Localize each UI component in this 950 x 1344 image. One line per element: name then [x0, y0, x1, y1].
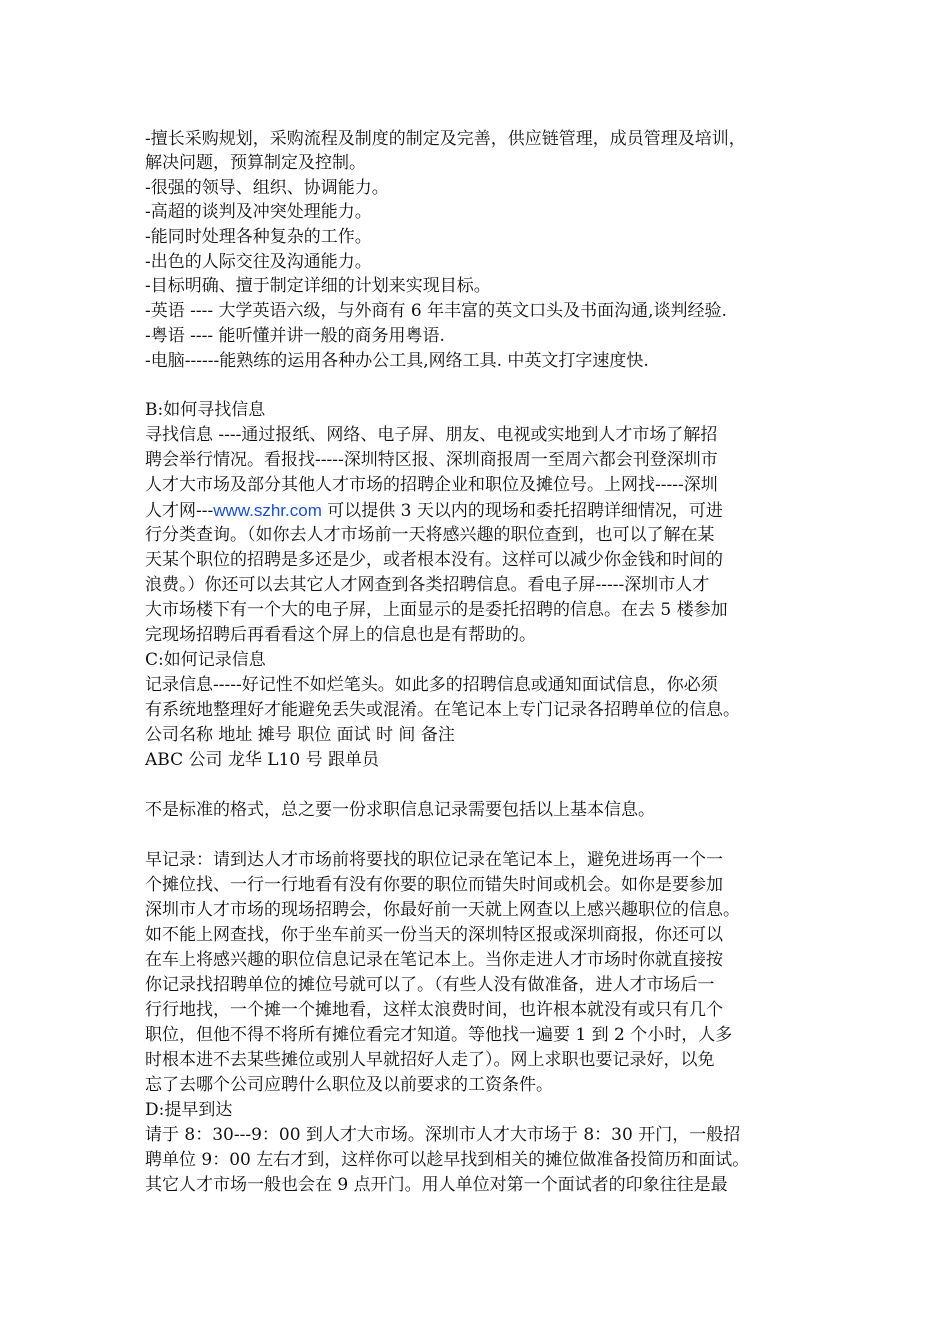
table-header-line: 公司名称 地址 摊号 职位 面试 时 间 备注 — [145, 725, 455, 745]
text-line: -电脑------能熟练的运用各种办公工具,网络工具. 中英文打字速度快. — [145, 351, 649, 371]
text-line: 寻找信息 ----通过报纸、网络、电子屏、朋友、电视或实地到人才市场了解招 — [145, 425, 718, 445]
text-line: 你记录找招聘单位的摊位号就可以了。（有些人没有做准备，进人才市场后一 — [145, 975, 715, 995]
text-line: 行分类查询。（如你去人才市场前一天将感兴趣的职位查到，也可以了解在某 — [145, 525, 715, 545]
text-line: 行行地找，一个摊一个摊地看，这样太浪费时间，也许根本就没有或只有几个 — [145, 1000, 723, 1020]
text-line: 大市场楼下有一个大的电子屏，上面显示的是委托招聘的信息。在去 5 楼参加 — [145, 600, 728, 620]
szhr-link[interactable]: www.szhr.com — [213, 501, 322, 520]
text-line: 天某个职位的招聘是多还是少，或者根本没有。这样可以减少你金钱和时间的 — [145, 550, 723, 570]
text-line: 其它人才市场一般也会在 9 点开门。用人单位对第一个面试者的印象往往是最 — [145, 1175, 728, 1195]
text-line: 解决问题，预算制定及控制。 — [145, 153, 366, 173]
text-line: 时根本进不去某些摊位或别人早就招好人走了）。网上求职也要记录好，以免 — [145, 1050, 715, 1070]
text-line: -粤语 ---- 能听懂并讲一般的商务用粤语. — [145, 326, 445, 346]
section-heading: B:如何寻找信息 — [145, 400, 266, 420]
text-line: -能同时处理各种复杂的工作。 — [145, 227, 372, 247]
text-line: -英语 ---- 大学英语六级，与外商有 6 年丰富的英文口头及书面沟通,谈判经验. — [145, 301, 727, 321]
text-line: 聘会举行情况。看报找-----深圳特区报、深圳商报周一至周六都会刊登深圳市 — [145, 450, 718, 470]
text-line: 聘单位 9：00 左右才到，这样你可以趁早找到相关的摊位做准备投简历和面试。 — [145, 1150, 750, 1170]
text-line: 个摊位找、一行一行地看有没有你要的职位而错失时间或机会。如你是要参加 — [145, 875, 723, 895]
text-line: 深圳市人才市场的现场招聘会，你最好前一天就上网查以上感兴趣职位的信息。 — [145, 900, 740, 920]
text-line: 在车上将感兴趣的职位信息记录在笔记本上。当你走进人才市场时你就直接按 — [145, 950, 723, 970]
text-line: 如不能上网查找，你于坐车前买一份当天的深圳特区报或深圳商报，你还可以 — [145, 925, 723, 945]
text-line: -很强的领导、组织、协调能力。 — [145, 178, 389, 198]
text-line: 不是标准的格式，总之要一份求职信息记录需要包括以上基本信息。 — [145, 800, 655, 820]
text-line: 早记录：请到达人才市场前将要找的职位记录在笔记本上，避免进场再一个一 — [145, 850, 723, 870]
text-line: -目标明确、擅于制定详细的计划来实现目标。 — [145, 276, 491, 296]
section-heading: D:提早到达 — [145, 1100, 233, 1120]
text-span: 人才网--- — [145, 501, 214, 521]
text-line: 忘了去哪个公司应聘什么职位及以前要求的工资条件。 — [145, 1075, 553, 1095]
text-line: 记录信息-----好记性不如烂笔头。如此多的招聘信息或通知面试信息，你必须 — [145, 675, 718, 695]
table-row-line: ABC 公司 龙华 L10 号 跟单员 — [145, 750, 380, 770]
text-span: 可以提供 3 天以内的现场和委托招聘详细情况，可进 — [321, 501, 723, 521]
text-line: -高超的谈判及冲突处理能力。 — [145, 202, 372, 222]
text-line: 浪费。）你还可以去其它人才网查到各类招聘信息。看电子屏-----深圳市人才 — [145, 575, 710, 595]
text-line — [145, 498, 723, 523]
text-line: -出色的人际交往及沟通能力。 — [145, 252, 372, 272]
section-heading: C:如何记录信息 — [145, 650, 266, 670]
text-line: -擅长采购规划，采购流程及制度的制定及完善，供应链管理，成员管理及培训， — [145, 129, 746, 149]
text-line: 有系统地整理好才能避免丢失或混淆。在笔记本上专门记录各招聘单位的信息。 — [145, 700, 740, 720]
text-line: 人才大市场及部分其他人才市场的招聘企业和职位及摊位号。上网找-----深圳 — [145, 475, 718, 495]
text-line: 请于 8：30---9：00 到人才大市场。深圳市人才大市场于 8：30 开门，一般招 — [145, 1125, 741, 1145]
text-line: 职位，但他不得不将所有摊位看完才知道。等他找一遍要 1 到 2 个小时，人多 — [145, 1025, 733, 1045]
text-line: 完现场招聘后再看看这个屏上的信息也是有帮助的。 — [145, 625, 536, 645]
